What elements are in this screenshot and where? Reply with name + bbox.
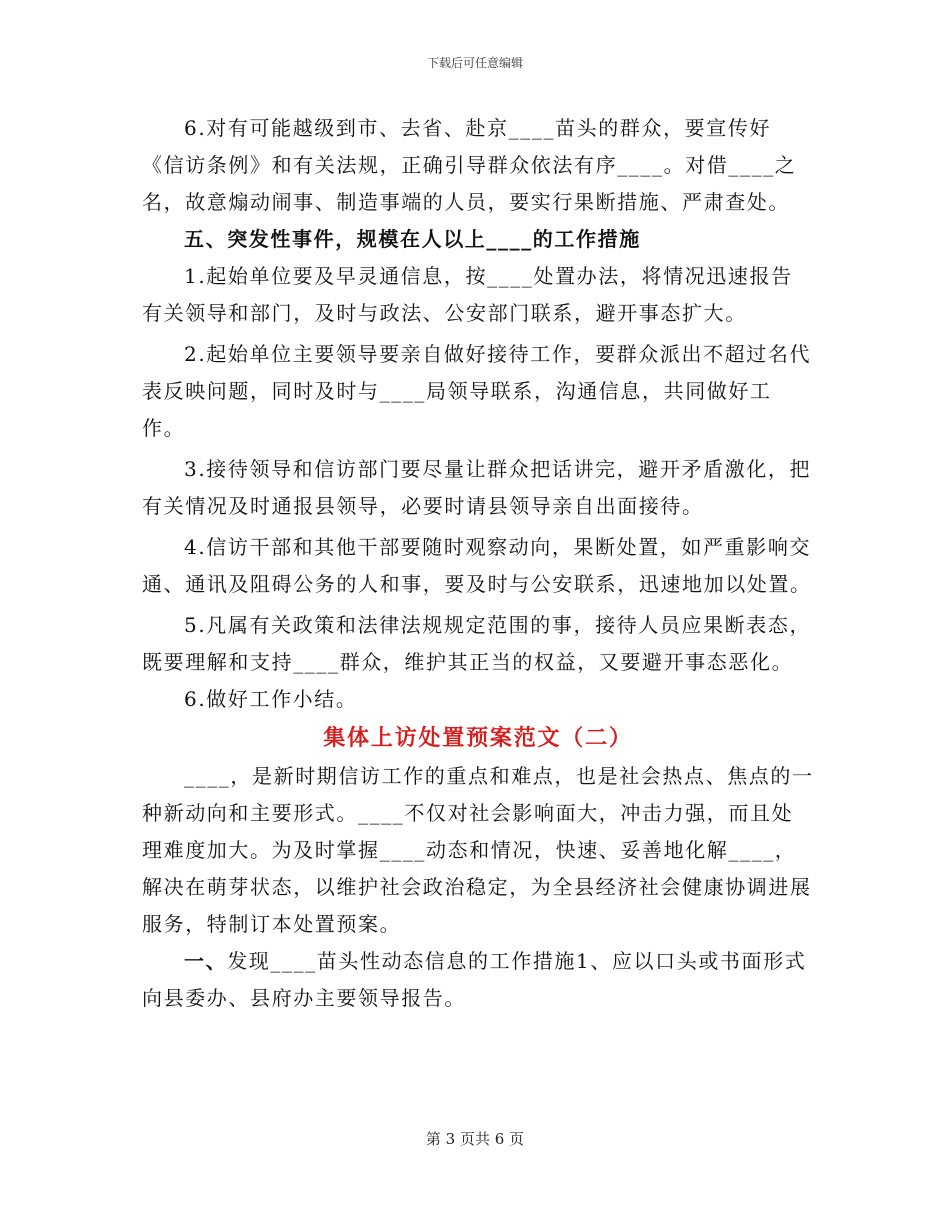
section-5-item-5: 5.凡属有关政策和法律法规规定范围的事，接待人员应果断表态，既要理解和支持____群众，维护其正当的权益，又要避开事态恶化。 bbox=[142, 613, 812, 674]
section-5-item-4: 4.信访干部和其他干部要随时观察动向，果断处置，如严重影响交通、通讯及阻碍公务的人和事，要及时与公安联系，迅速地加以处置。 bbox=[142, 535, 812, 596]
section-1-text: 发现____苗头性动态信息的工作措施1、应以口头或书面形式向县委办、县府办主要领导报告。 bbox=[142, 949, 807, 1010]
section-5-item-3: 3.接待领导和信访部门要尽量让群众把话讲完，避开矛盾激化，把有关情况及时通报县领导，必要时请县领导亲自出面接待。 bbox=[142, 457, 812, 518]
section-5-heading: 五、突发性事件，规模在人以上____的工作措施 bbox=[184, 227, 641, 251]
document-2-section-1 bbox=[142, 943, 814, 1017]
section-5-item-6: 6.做好工作小结。 bbox=[184, 687, 358, 711]
document-2-title: 集体上访处置预案范文（二） bbox=[323, 725, 633, 751]
document-2-intro: ____，是新时期信访工作的重点和难点，也是社会热点、焦点的一种新动向和主要形式。____不仅对社会影响面大，冲击力强，而且处理难度加大。为及时掌握____动态和情况，快速、妥善地化解____，解决在萌芽状态，以维护社会政治稳定，为全县经济社会健康协调进展服务，特制订本处置预案。 bbox=[142, 764, 814, 936]
page-footer: 第 3 页共 6 页 bbox=[425, 1130, 525, 1148]
page-header: 下载后可任意编辑 bbox=[426, 56, 523, 70]
section-5-item-1: 1.起始单位要及早灵通信息，按____处置办法，将情况迅速报告有关领导和部门，及时与政法、公安部门联系，避开事态扩大。 bbox=[142, 264, 793, 325]
section-1-lead: 一、 bbox=[184, 949, 228, 973]
paragraph-item-6-top: 6.对有可能越级到市、去省、赴京____苗头的群众，要宣传好《信访条例》和有关法规，正确引导群众依法有序____。对借____之名，故意煽动闹事、制造事端的人员，要实行果断措施、严肃查处。 bbox=[142, 116, 797, 214]
document-body bbox=[142, 110, 814, 1017]
section-5-item-2: 2.起始单位主要领导要亲自做好接待工作，要群众派出不超过名代表反映问题，同时及时与____局领导联系，沟通信息，共同做好工作。 bbox=[142, 342, 812, 440]
